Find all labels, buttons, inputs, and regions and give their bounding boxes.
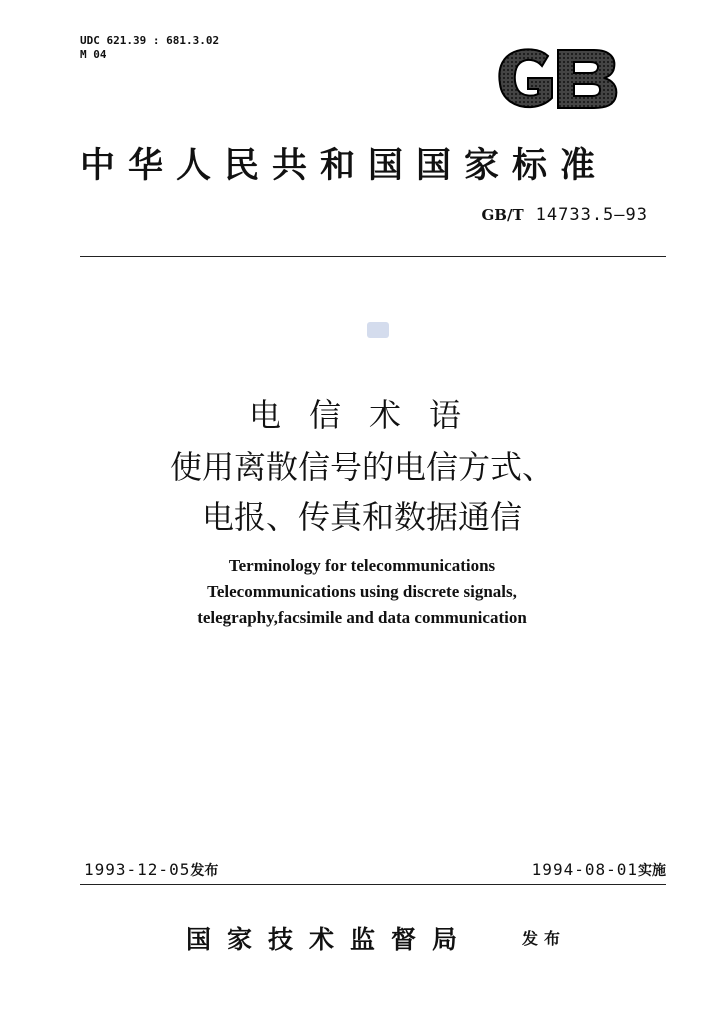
issue-word: 发布 xyxy=(522,929,567,948)
release-label: 发布 xyxy=(190,863,219,879)
implementation-label: 实施 xyxy=(638,863,666,879)
release-date-value: 1993-12-05 xyxy=(84,860,191,879)
standard-prefix: GB/T xyxy=(481,206,524,224)
cn-title-line2: 使用离散信号的电信方式、 xyxy=(169,448,554,486)
implementation-date xyxy=(532,860,666,880)
udc-block xyxy=(80,34,219,62)
issuing-authority: 国家技术监督局 xyxy=(186,925,474,954)
bottom-divider xyxy=(80,884,666,885)
watermark-stamp xyxy=(367,322,389,338)
en-title-line2: Telecommunications using discrete signals, xyxy=(207,582,517,601)
standard-number: 14733.5—93 xyxy=(535,205,648,225)
en-title-line3: telegraphy,facsimile and data communication xyxy=(197,608,527,627)
implementation-date-value: 1994-08-01 xyxy=(531,860,638,879)
cn-title-line3: 电报、传真和数据通信 xyxy=(201,498,522,536)
national-standard-heading: 中华人民共和国国家标准 xyxy=(80,146,609,186)
classification-code: M 04 xyxy=(80,48,107,61)
cn-title-line1: 电信术语 xyxy=(248,396,489,434)
top-divider xyxy=(80,256,666,257)
udc-code: UDC 621.39 : 681.3.02 xyxy=(80,34,220,47)
en-title-line1: Terminology for telecommunications xyxy=(228,556,496,575)
gb-logo-text: GB xyxy=(494,44,496,45)
release-date xyxy=(84,860,218,880)
gb-logo xyxy=(494,44,622,114)
standard-code xyxy=(482,205,649,225)
